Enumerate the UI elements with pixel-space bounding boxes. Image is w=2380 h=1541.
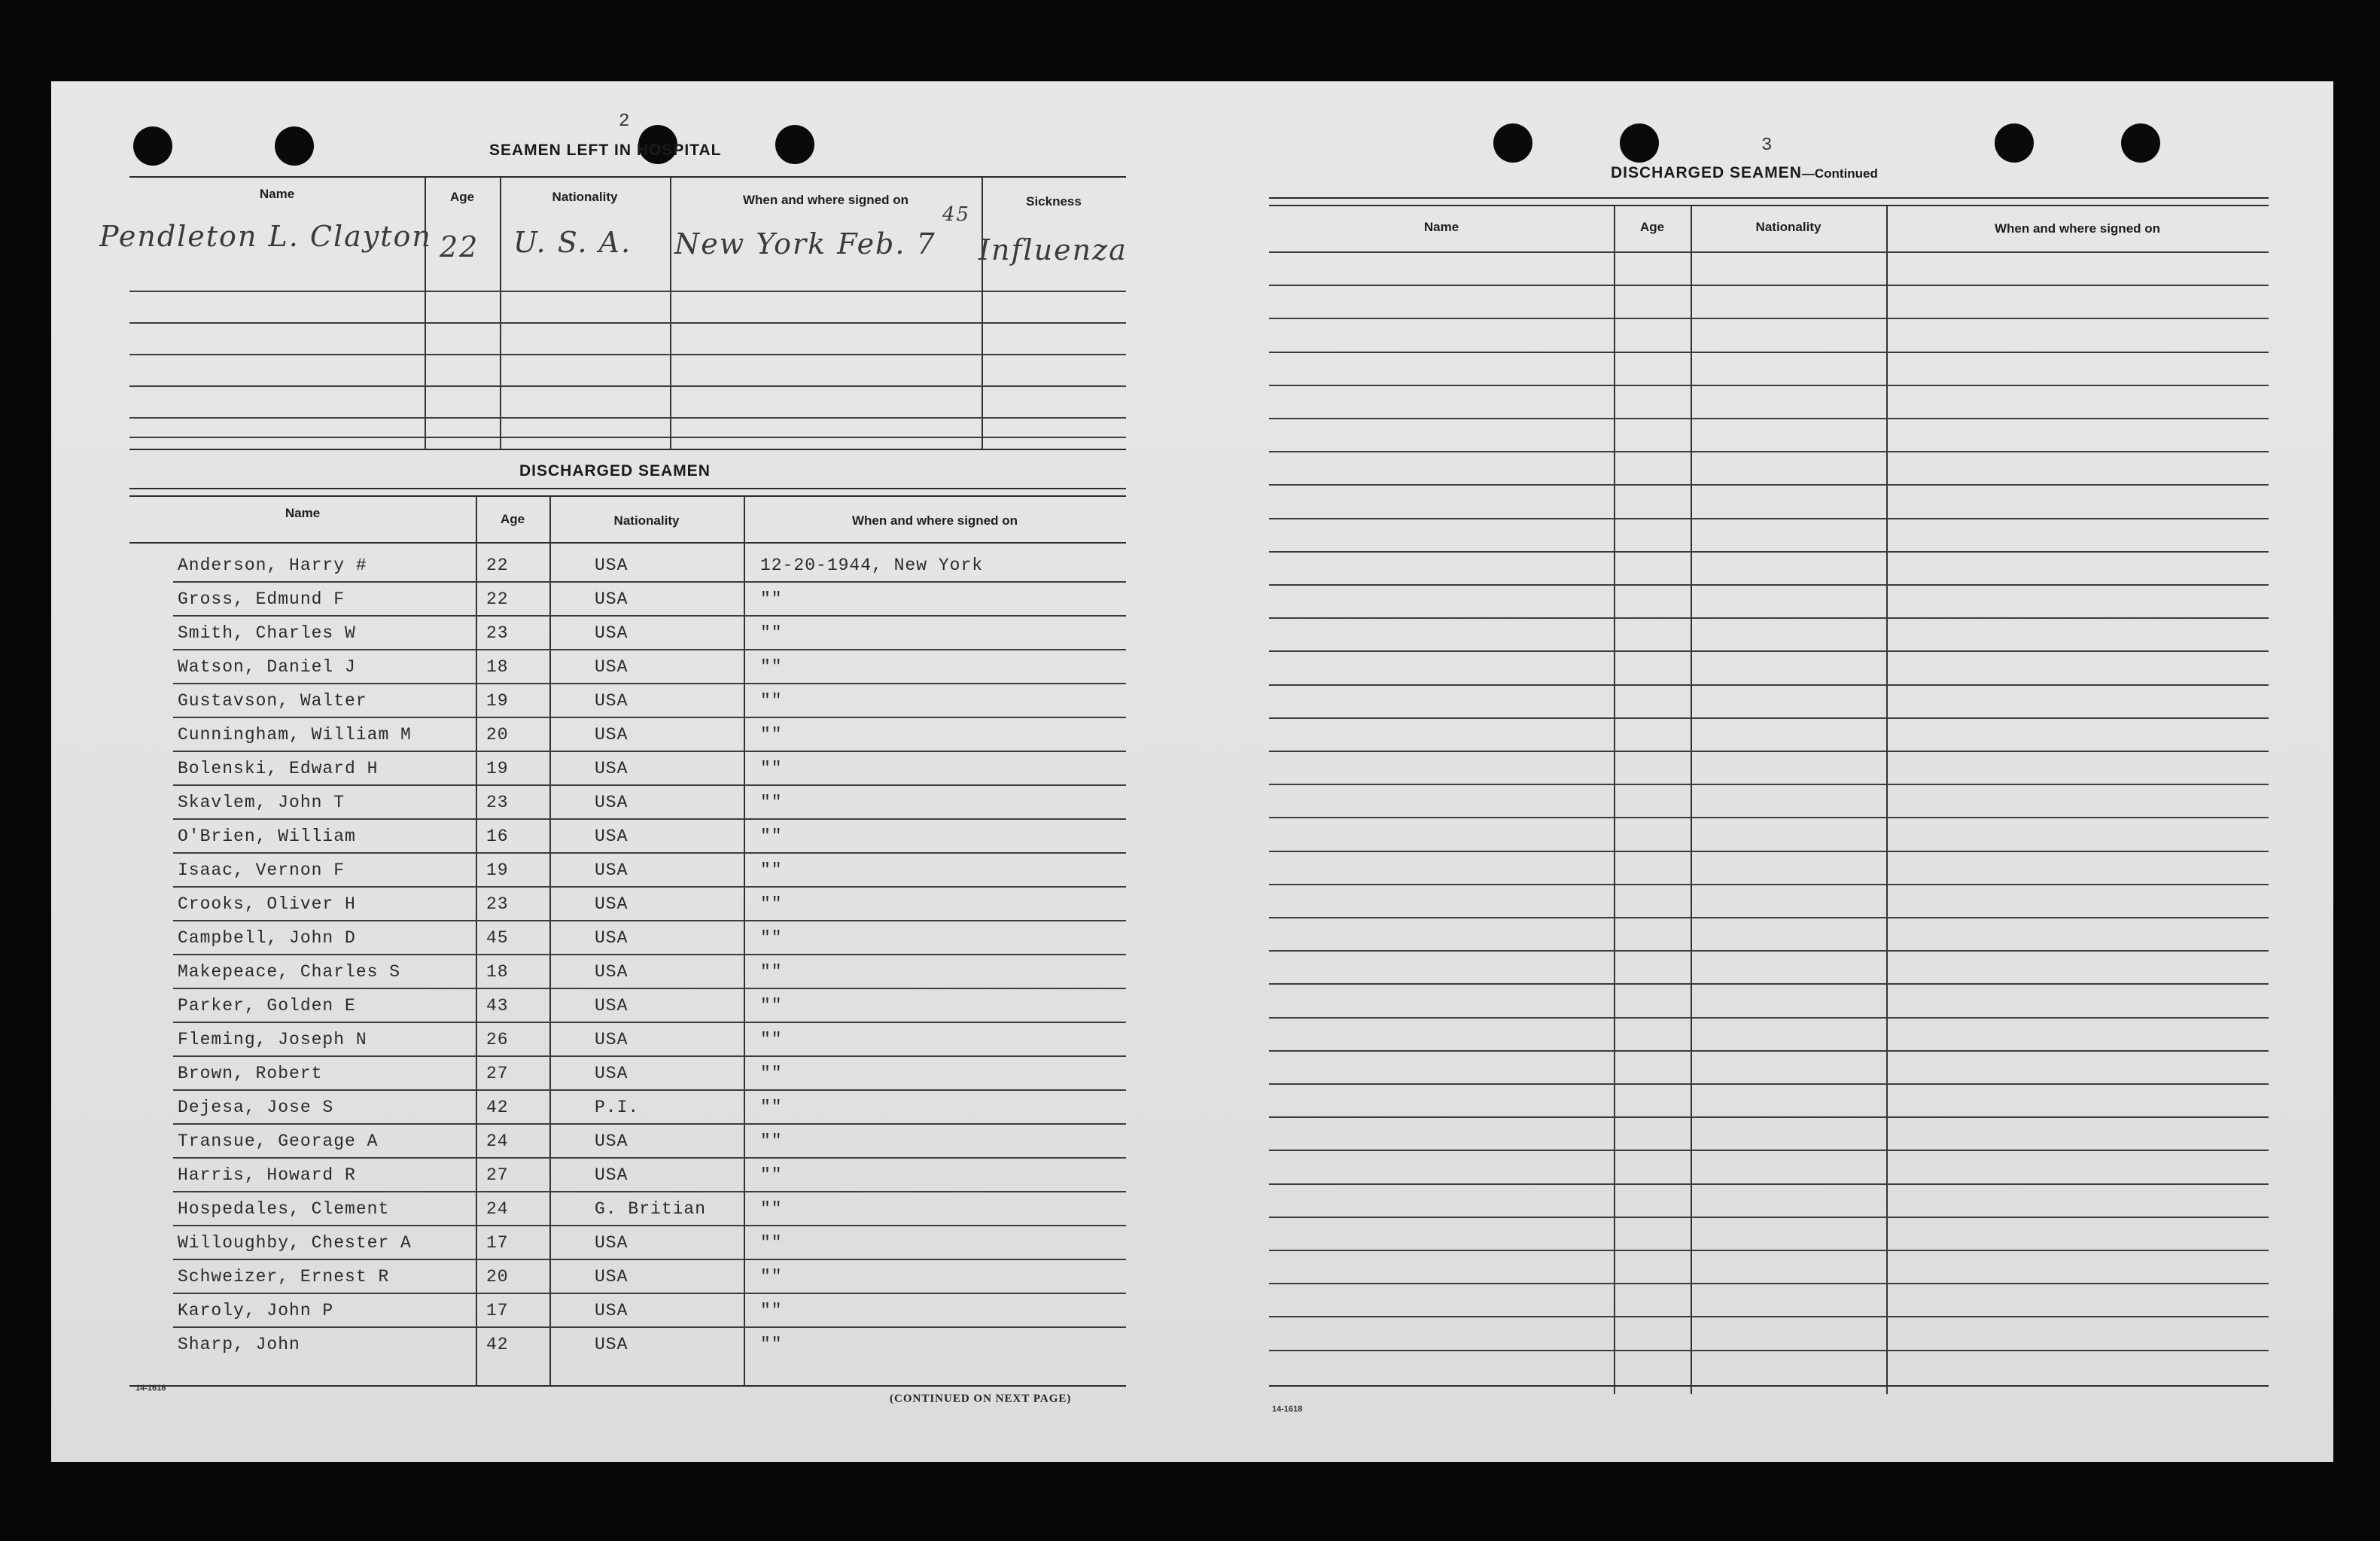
seaman-name: Fleming, Joseph N bbox=[178, 1030, 367, 1049]
row-rule bbox=[1269, 285, 2269, 286]
seaman-name: Makepeace, Charles S bbox=[178, 962, 401, 982]
row-rule bbox=[1269, 1050, 2269, 1052]
seaman-name: Bolenski, Edward H bbox=[178, 759, 379, 778]
seaman-signed-on: "" bbox=[760, 996, 783, 1016]
seaman-age: 42 bbox=[486, 1098, 509, 1117]
header-name: Name bbox=[285, 506, 321, 520]
seaman-age: 18 bbox=[486, 657, 509, 677]
punch-hole bbox=[1620, 123, 1659, 163]
seaman-age: 16 bbox=[486, 827, 509, 846]
seaman-nationality: USA bbox=[595, 894, 628, 914]
row-rule bbox=[173, 751, 1126, 752]
row-rule bbox=[1269, 1217, 2269, 1218]
row-rule bbox=[173, 1326, 1126, 1328]
row-rule bbox=[1269, 318, 2269, 319]
seaman-name: Dejesa, Jose S bbox=[178, 1098, 334, 1117]
handwritten-signed-on: New York Feb. 7 bbox=[674, 227, 936, 260]
continued-title-suffix: —Continued bbox=[1801, 166, 1878, 181]
row-rule bbox=[1269, 884, 2269, 885]
row-rule bbox=[129, 417, 1126, 419]
seaman-name: Smith, Charles W bbox=[178, 623, 356, 643]
seaman-name: Anderson, Harry # bbox=[178, 556, 367, 575]
seaman-age: 22 bbox=[486, 589, 509, 609]
header-name: Name bbox=[259, 187, 295, 201]
handwritten-nationality: U. S. A. bbox=[513, 226, 632, 259]
seaman-nationality: USA bbox=[595, 860, 628, 880]
punch-hole bbox=[133, 126, 172, 166]
seaman-nationality: USA bbox=[595, 623, 628, 643]
row-rule bbox=[1269, 1150, 2269, 1151]
row-rule bbox=[173, 988, 1126, 989]
seaman-nationality: USA bbox=[595, 1064, 628, 1083]
seaman-nationality: P.I. bbox=[595, 1098, 640, 1117]
row-rule bbox=[173, 1089, 1126, 1091]
handwritten-name: Pendleton L. Clayton bbox=[99, 220, 432, 253]
row-rule bbox=[173, 615, 1126, 617]
seaman-name: O'Brien, William bbox=[178, 827, 356, 846]
row-rule bbox=[1269, 851, 2269, 852]
column-rule bbox=[500, 178, 501, 449]
seaman-signed-on: "" bbox=[760, 1131, 783, 1151]
seaman-nationality: USA bbox=[595, 589, 628, 609]
seaman-signed-on: "" bbox=[760, 657, 783, 677]
header-age: Age bbox=[449, 190, 475, 204]
row-rule bbox=[129, 437, 1126, 438]
seaman-age: 17 bbox=[486, 1233, 509, 1253]
handwritten-year: 45 bbox=[942, 203, 971, 226]
row-rule bbox=[173, 920, 1126, 921]
punch-hole bbox=[275, 126, 314, 166]
seaman-name: Parker, Golden E bbox=[178, 996, 356, 1016]
seaman-nationality: USA bbox=[595, 793, 628, 812]
seaman-nationality: USA bbox=[595, 657, 628, 677]
document-sheet bbox=[51, 81, 2333, 1462]
column-rule bbox=[476, 497, 477, 1385]
row-rule bbox=[1269, 617, 2269, 619]
header-signed-on: When and where signed on bbox=[851, 513, 1018, 528]
row-rule bbox=[173, 954, 1126, 955]
row-rule bbox=[1269, 1083, 2269, 1085]
hospital-title: SEAMEN LEFT IN HOSPITAL bbox=[489, 142, 722, 159]
header-age: Age bbox=[1639, 220, 1665, 234]
header-nationality: Nationality bbox=[613, 513, 680, 528]
seaman-age: 42 bbox=[486, 1335, 509, 1354]
seaman-name: Harris, Howard R bbox=[178, 1165, 356, 1185]
seaman-signed-on: "" bbox=[760, 759, 783, 778]
seaman-signed-on: "" bbox=[760, 1335, 783, 1354]
row-rule bbox=[1269, 518, 2269, 519]
seaman-signed-on: "" bbox=[760, 1030, 783, 1049]
seaman-name: Hospedales, Clement bbox=[178, 1199, 390, 1219]
seaman-age: 23 bbox=[486, 623, 509, 643]
row-rule bbox=[1269, 1283, 2269, 1284]
row-rule bbox=[1269, 950, 2269, 952]
discharged-title: DISCHARGED SEAMEN bbox=[519, 462, 711, 480]
seaman-name: Crooks, Oliver H bbox=[178, 894, 356, 914]
row-rule bbox=[1269, 784, 2269, 785]
seaman-name: Brown, Robert bbox=[178, 1064, 323, 1083]
seaman-name: Gustavson, Walter bbox=[178, 691, 367, 711]
seaman-signed-on: "" bbox=[760, 793, 783, 812]
seaman-signed-on: "" bbox=[760, 1301, 783, 1320]
seaman-name: Schweizer, Ernest R bbox=[178, 1267, 390, 1287]
seaman-age: 22 bbox=[486, 556, 509, 575]
seaman-nationality: USA bbox=[595, 1301, 628, 1320]
table-rule bbox=[1269, 205, 2269, 206]
seaman-signed-on: "" bbox=[760, 1064, 783, 1083]
row-rule bbox=[173, 818, 1126, 820]
row-rule bbox=[173, 717, 1126, 718]
seaman-age: 27 bbox=[486, 1064, 509, 1083]
seaman-signed-on: "" bbox=[760, 589, 783, 609]
seaman-signed-on: "" bbox=[760, 894, 783, 914]
continued-title-main: DISCHARGED SEAMEN bbox=[1611, 164, 1802, 181]
header-age: Age bbox=[500, 512, 525, 526]
seaman-nationality: USA bbox=[595, 691, 628, 711]
seaman-age: 20 bbox=[486, 725, 509, 745]
seaman-age: 43 bbox=[486, 996, 509, 1016]
form-number-left: 14-1618 bbox=[135, 1384, 166, 1393]
row-rule bbox=[173, 1055, 1126, 1057]
seaman-signed-on: "" bbox=[760, 827, 783, 846]
seaman-signed-on: "" bbox=[760, 1199, 783, 1219]
row-rule bbox=[1269, 983, 2269, 985]
seaman-signed-on: "" bbox=[760, 1165, 783, 1185]
row-rule bbox=[129, 354, 1126, 355]
seaman-signed-on: "" bbox=[760, 1233, 783, 1253]
table-rule bbox=[129, 449, 1126, 450]
punch-hole bbox=[2121, 123, 2160, 163]
seaman-age: 24 bbox=[486, 1131, 509, 1151]
page-number-right: 3 bbox=[1761, 136, 1773, 156]
row-rule bbox=[1269, 917, 2269, 918]
column-rule bbox=[982, 178, 983, 449]
seaman-signed-on: "" bbox=[760, 725, 783, 745]
seaman-age: 24 bbox=[486, 1199, 509, 1219]
column-rule bbox=[744, 497, 745, 1385]
row-rule bbox=[1269, 1350, 2269, 1351]
seaman-name: Transue, Georage A bbox=[178, 1131, 379, 1151]
handwritten-age: 22 bbox=[440, 230, 479, 263]
column-rule bbox=[670, 178, 671, 449]
seaman-signed-on: 12-20-1944, New York bbox=[760, 556, 984, 575]
seaman-name: Karoly, John P bbox=[178, 1301, 334, 1320]
seaman-nationality: USA bbox=[595, 1233, 628, 1253]
seaman-name: Watson, Daniel J bbox=[178, 657, 356, 677]
continued-footer: (CONTINUED ON NEXT PAGE) bbox=[890, 1393, 1072, 1405]
seaman-name: Campbell, John D bbox=[178, 928, 356, 948]
row-rule bbox=[1269, 650, 2269, 652]
row-rule bbox=[173, 1191, 1126, 1192]
seaman-nationality: USA bbox=[595, 725, 628, 745]
header-sickness: Sickness bbox=[1026, 194, 1082, 209]
seaman-nationality: USA bbox=[595, 928, 628, 948]
row-rule bbox=[1269, 251, 2269, 253]
seaman-age: 17 bbox=[486, 1301, 509, 1320]
row-rule bbox=[1269, 1183, 2269, 1185]
row-rule bbox=[129, 322, 1126, 324]
header-signed-on: When and where signed on bbox=[742, 193, 909, 207]
seaman-name: Willoughby, Chester A bbox=[178, 1233, 412, 1253]
page-number-left: 2 bbox=[619, 111, 630, 132]
row-rule bbox=[1269, 1116, 2269, 1118]
seaman-nationality: USA bbox=[595, 1335, 628, 1354]
punch-hole bbox=[1493, 123, 1532, 163]
table-rule bbox=[129, 495, 1126, 497]
seaman-age: 19 bbox=[486, 759, 509, 778]
header-nationality: Nationality bbox=[552, 190, 618, 204]
seaman-age: 19 bbox=[486, 691, 509, 711]
table-rule bbox=[129, 1385, 1126, 1387]
row-rule bbox=[129, 291, 1126, 292]
continued-title bbox=[1611, 164, 1878, 182]
row-rule bbox=[173, 852, 1126, 854]
seaman-age: 45 bbox=[486, 928, 509, 948]
seaman-nationality: USA bbox=[595, 1165, 628, 1185]
seaman-nationality: USA bbox=[595, 827, 628, 846]
seaman-age: 26 bbox=[486, 1030, 509, 1049]
seaman-signed-on: "" bbox=[760, 860, 783, 880]
seaman-signed-on: "" bbox=[760, 623, 783, 643]
seaman-nationality: USA bbox=[595, 556, 628, 575]
table-rule bbox=[1269, 197, 2269, 199]
row-rule bbox=[1269, 684, 2269, 686]
seaman-signed-on: "" bbox=[760, 962, 783, 982]
row-rule bbox=[1269, 584, 2269, 586]
row-rule bbox=[173, 581, 1126, 583]
seaman-name: Cunningham, William M bbox=[178, 725, 412, 745]
row-rule bbox=[1269, 751, 2269, 752]
seaman-age: 18 bbox=[486, 962, 509, 982]
row-rule bbox=[1269, 1017, 2269, 1019]
row-rule bbox=[173, 1022, 1126, 1023]
seaman-age: 20 bbox=[486, 1267, 509, 1287]
table-rule bbox=[129, 542, 1126, 544]
punch-hole bbox=[775, 125, 814, 164]
seaman-nationality: USA bbox=[595, 1030, 628, 1049]
header-signed-on: When and where signed on bbox=[1994, 221, 2161, 236]
row-rule bbox=[1269, 451, 2269, 452]
seaman-age: 23 bbox=[486, 793, 509, 812]
seaman-name: Skavlem, John T bbox=[178, 793, 345, 812]
table-rule bbox=[129, 176, 1126, 178]
row-rule bbox=[173, 1259, 1126, 1260]
column-rule bbox=[549, 497, 551, 1385]
seaman-signed-on: "" bbox=[760, 691, 783, 711]
row-rule bbox=[1269, 352, 2269, 353]
row-rule bbox=[1269, 484, 2269, 486]
seaman-signed-on: "" bbox=[760, 1267, 783, 1287]
form-number-right: 14-1618 bbox=[1272, 1405, 1303, 1414]
row-rule bbox=[1269, 817, 2269, 818]
row-rule bbox=[1269, 418, 2269, 419]
seaman-nationality: USA bbox=[595, 1267, 628, 1287]
row-rule bbox=[1269, 385, 2269, 386]
table-rule bbox=[1269, 1385, 2269, 1387]
row-rule bbox=[173, 886, 1126, 888]
table-rule bbox=[129, 488, 1126, 489]
seaman-name: Gross, Edmund F bbox=[178, 589, 345, 609]
seaman-nationality: USA bbox=[595, 759, 628, 778]
seaman-signed-on: "" bbox=[760, 1098, 783, 1117]
seaman-nationality: G. Britian bbox=[595, 1199, 707, 1219]
row-rule bbox=[173, 1123, 1126, 1125]
seaman-nationality: USA bbox=[595, 962, 628, 982]
row-rule bbox=[173, 1225, 1126, 1226]
row-rule bbox=[1269, 551, 2269, 553]
seaman-age: 19 bbox=[486, 860, 509, 880]
handwritten-sickness: Influenza bbox=[978, 233, 1128, 266]
seaman-age: 27 bbox=[486, 1165, 509, 1185]
row-rule bbox=[129, 385, 1126, 387]
row-rule bbox=[1269, 717, 2269, 719]
row-rule bbox=[173, 1157, 1126, 1159]
row-rule bbox=[173, 683, 1126, 684]
header-nationality: Nationality bbox=[1755, 220, 1822, 234]
row-rule bbox=[173, 1293, 1126, 1294]
row-rule bbox=[173, 784, 1126, 786]
row-rule bbox=[1269, 1250, 2269, 1251]
seaman-name: Sharp, John bbox=[178, 1335, 300, 1354]
seaman-name: Isaac, Vernon F bbox=[178, 860, 345, 880]
seaman-signed-on: "" bbox=[760, 928, 783, 948]
punch-hole bbox=[1995, 123, 2034, 163]
column-rule bbox=[425, 178, 426, 449]
seaman-nationality: USA bbox=[595, 1131, 628, 1151]
row-rule bbox=[1269, 1316, 2269, 1317]
seaman-nationality: USA bbox=[595, 996, 628, 1016]
row-rule bbox=[173, 649, 1126, 650]
header-name: Name bbox=[1423, 220, 1459, 234]
seaman-age: 23 bbox=[486, 894, 509, 914]
